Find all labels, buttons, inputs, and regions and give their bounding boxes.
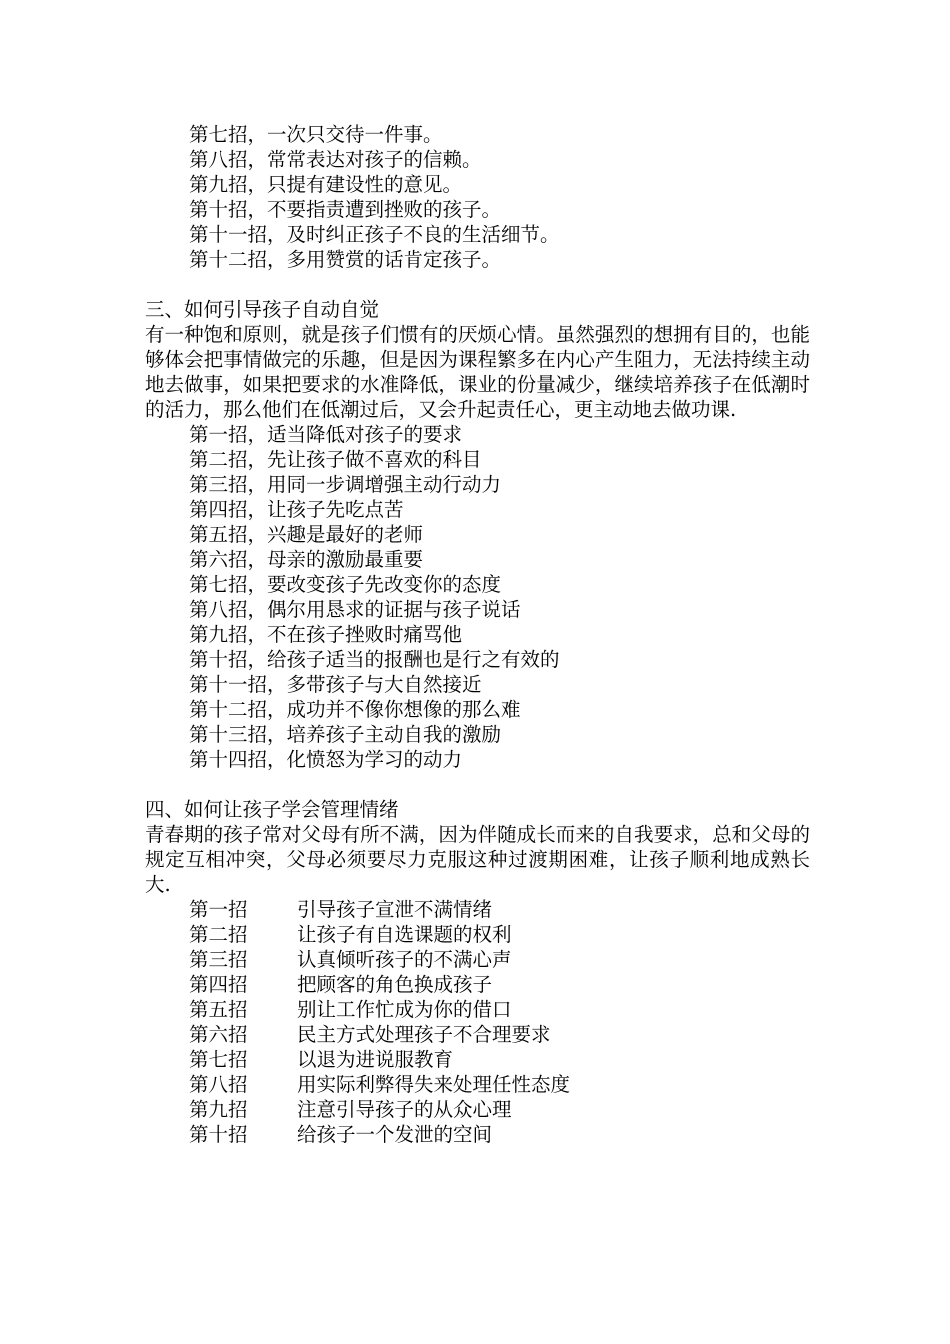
section4-list xyxy=(145,897,810,1147)
list-item: 第七招，要改变孩子先改变你的态度 xyxy=(189,573,502,596)
item-label: 第七招 xyxy=(189,1048,248,1071)
section3-list xyxy=(145,422,810,772)
list-item: 第三招，用同一步调增强主动行动力 xyxy=(189,473,502,496)
list-item: 第十二招，成功并不像你想像的那么难 xyxy=(189,698,521,721)
item-label: 第九招 xyxy=(189,1098,248,1121)
list-item: 第五招，兴趣是最好的老师 xyxy=(189,523,424,546)
list-item xyxy=(145,1122,810,1147)
item-text: 让孩子有自选课题的权利 xyxy=(297,923,512,946)
list-item xyxy=(145,1097,810,1122)
spacer xyxy=(145,272,810,297)
item-text: 把顾客的角色换成孩子 xyxy=(297,973,493,996)
item-text: 认真倾听孩子的不满心声 xyxy=(297,948,512,971)
list-item: 第九招，不在孩子挫败时痛骂他 xyxy=(189,623,463,646)
list-item xyxy=(145,1072,810,1097)
list-item xyxy=(145,972,810,997)
section3-paragraph: 有一种饱和原则，就是孩子们惯有的厌烦心情。虽然强烈的想拥有目的，也能够体会把事情做完的乐趣，但是因为课程繁多在内心产生阻力，无法持续主动地去做事，如果把要求的水准降低，课业的份量减少，继续培养孩子在低潮时的活力，那么他们在低潮过后，又会升起责任心，更主动地去做功课. xyxy=(145,323,810,421)
item-label: 第五招 xyxy=(189,998,248,1021)
list-item: 第十三招，培养孩子主动自我的激励 xyxy=(189,723,502,746)
item-text: 注意引导孩子的从众心理 xyxy=(297,1098,512,1121)
section3-heading: 三、如何引导孩子自动自觉 xyxy=(145,298,380,321)
item-label: 第二招 xyxy=(189,923,248,946)
spacer xyxy=(145,772,810,797)
list-item: 第十一招，多带孩子与大自然接近 xyxy=(189,673,482,696)
list-item xyxy=(145,922,810,947)
item-text: 民主方式处理孩子不合理要求 xyxy=(297,1023,551,1046)
section4-heading: 四、如何让孩子学会管理情绪 xyxy=(145,798,399,821)
item-label: 第一招 xyxy=(189,898,248,921)
list-item: 第十四招，化愤怒为学习的动力 xyxy=(189,748,463,771)
item-text: 给孩子一个发泄的空间 xyxy=(297,1123,493,1146)
item-label: 第十招 xyxy=(189,1123,248,1146)
list-item: 第八招，偶尔用恳求的证据与孩子说话 xyxy=(189,598,521,621)
list-item: 第一招，适当降低对孩子的要求 xyxy=(189,423,463,446)
item-label: 第六招 xyxy=(189,1023,248,1046)
item-text: 以退为进说服教育 xyxy=(297,1048,454,1071)
item-label: 第三招 xyxy=(189,948,248,971)
list-item: 第二招，先让孩子做不喜欢的科目 xyxy=(189,448,482,471)
item-text: 用实际利弊得失来处理任性态度 xyxy=(297,1073,571,1096)
list-item: 第七招，一次只交待一件事。 xyxy=(189,123,443,146)
list-item: 第九招，只提有建设性的意见。 xyxy=(189,173,463,196)
list-item: 第十招，给孩子适当的报酬也是行之有效的 xyxy=(189,648,560,671)
list-item: 第六招，母亲的激励最重要 xyxy=(189,548,424,571)
document-body xyxy=(145,122,810,1147)
list-item: 第四招，让孩子先吃点苦 xyxy=(189,498,404,521)
section4-paragraph: 青春期的孩子常对父母有所不满，因为伴随成长而来的自我要求，总和父母的规定互相冲突，父母必须要尽力克服这种过渡期困难，让孩子顺利地成熟长大. xyxy=(145,823,810,896)
list-item: 第十二招，多用赞赏的话肯定孩子。 xyxy=(189,248,502,271)
section2-list xyxy=(145,122,810,272)
item-label: 第八招 xyxy=(189,1073,248,1096)
list-item: 第八招，常常表达对孩子的信赖。 xyxy=(189,148,482,171)
item-text: 引导孩子宣泄不满情绪 xyxy=(297,898,493,921)
list-item xyxy=(145,1022,810,1047)
item-text: 别让工作忙成为你的借口 xyxy=(297,998,512,1021)
list-item xyxy=(145,947,810,972)
list-item xyxy=(145,997,810,1022)
item-label: 第四招 xyxy=(189,973,248,996)
list-item xyxy=(145,897,810,922)
list-item xyxy=(145,1047,810,1072)
list-item: 第十一招，及时纠正孩子不良的生活细节。 xyxy=(189,223,560,246)
list-item: 第十招，不要指责遭到挫败的孩子。 xyxy=(189,198,502,221)
